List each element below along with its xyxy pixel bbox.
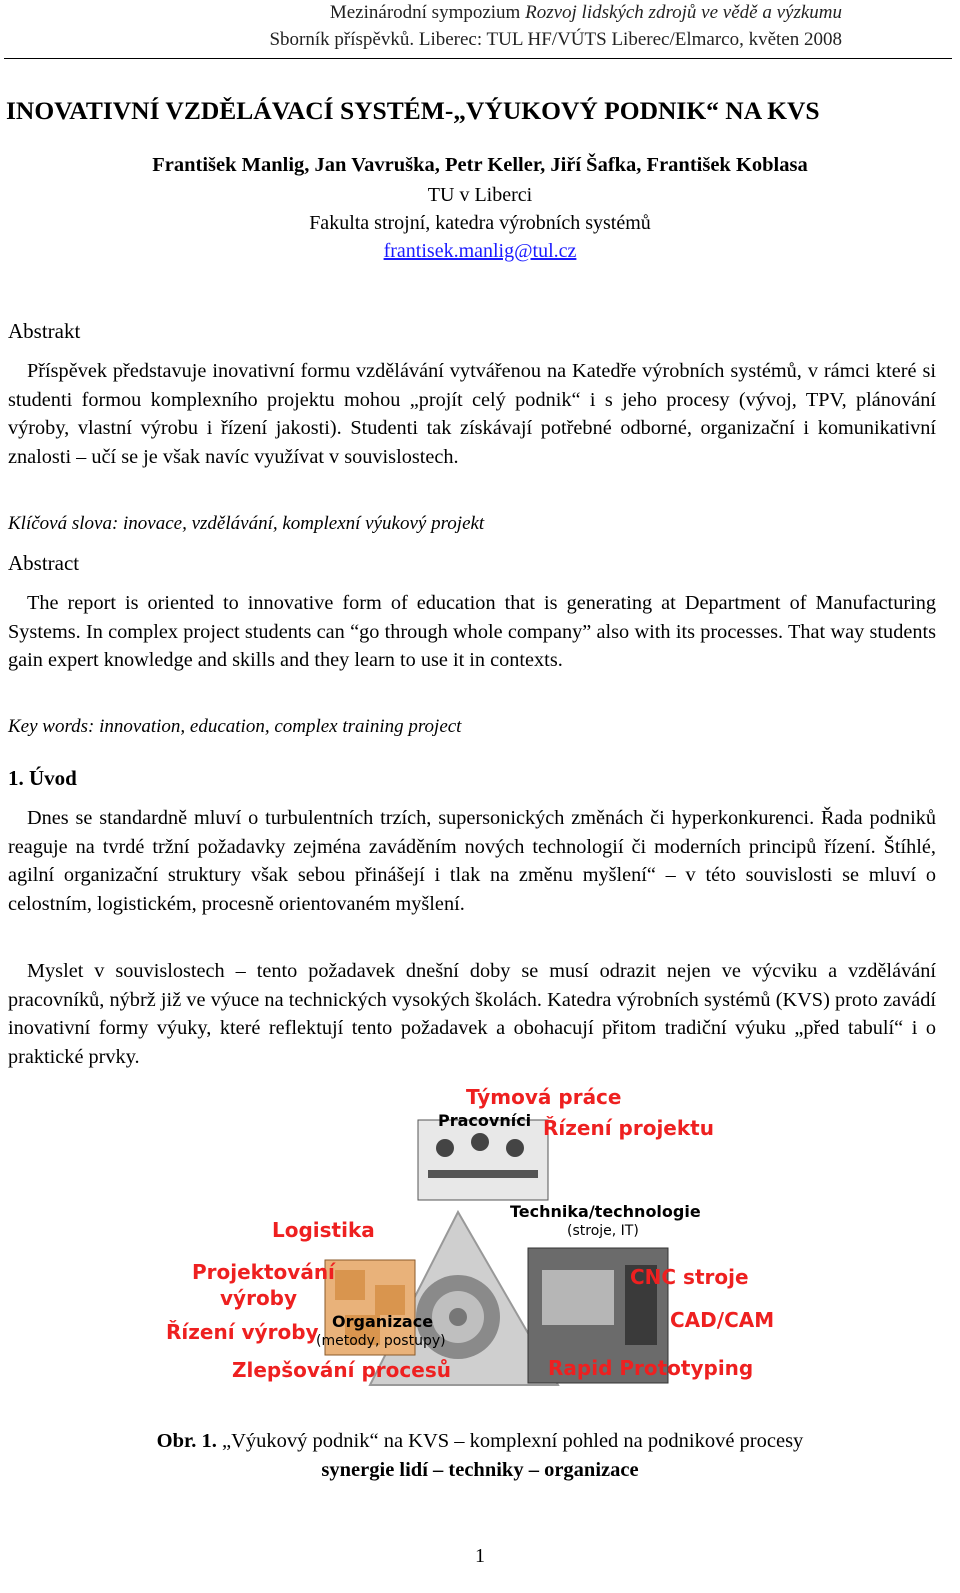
label-logistics: Logistika [272,1218,375,1242]
label-team-work: Týmová práce [466,1085,622,1109]
email-line [0,239,960,263]
label-cadcam: CAD/CAM [670,1308,775,1332]
label-workers: Pracovníci [438,1111,532,1130]
box-icon [335,1270,365,1300]
abstrakt-heading: Abstrakt [8,319,81,343]
label-production-planning: Projektování [192,1260,335,1284]
abstract-heading: Abstract [8,551,80,575]
figure-caption-line-2: synergie lidí – techniky – organizace [321,1459,639,1481]
section-1-paragraph-2: Myslet v souvislostech – tento požadavek dnešní doby se musí odrazit nejen ve výcviku a vzdělávání pracovníků, nýbrž již ve výuce na technických vysokých školách. Katedra výrobních systémů (KVS) proto zavádí inovativní formy výuky, které reflektují tento požadavek a obohacují přitom tradiční výuku „před tabulí“ i o praktické prvky. [8,960,936,1068]
section-1-paragraph-1: Dnes se standardně mluví o turbulentních trzích, supersonických změnách či hyperkonkurenci. Řada podniků reaguje na tvrdé tržní požadavky zejména zaváděním nových technologií či moderních principů řízení. Štíhlé, agilní organizační struktury však sebou přinášejí i tlak na změnu myšlení“ – v této souvislosti se mluví o celostním, logistickém, procesně orientovaném myšlení. [8,807,936,915]
faculty: Fakulta strojní, katedra výrobních systémů [309,212,651,234]
authors: František Manlig, Jan Vavruška, Petr Keller, Jiří Šafka, František Koblasa [152,154,808,176]
abstrakt-text: Příspěvek představuje inovativní formu vzdělávání vytvářenou na Katedře výrobních systémů, v rámci které si studenti formou komplexního projektu mohou „projít celý podnik“ i s jeho procesy (vývoj, TPV, plánování výroby, vlastní výrobu i řízení jakosti). Studenti tak získávají potřebné odborné, organizační i komunikativní znalosti – učí se je však navíc využívat v souvislostech. [8,360,936,468]
caption-label: Obr. 1. [156,1430,217,1452]
person-icon [436,1139,454,1157]
label-cnc: CNC stroje [630,1265,749,1289]
label-production-control: Řízení výroby [166,1320,319,1344]
label-project-mgmt: Řízení projektu [543,1116,714,1140]
table-icon [428,1170,538,1178]
gear-icon-hub [449,1308,467,1326]
section-1-heading: 1. Úvod [8,766,77,790]
label-process-improvement: Zlepšování procesů [232,1358,451,1382]
figure-caption-line-1: Obr. 1. „Výukový podnik“ na KVS – komplexní pohled na podnikové procesy [156,1430,804,1452]
box-icon [375,1285,405,1315]
figure-1 [160,1080,775,1405]
email-link[interactable]: frantisek.manlig@tul.cz [383,240,577,262]
machine-window-icon [542,1270,614,1325]
label-tech-sub: (stroje, IT) [567,1223,639,1239]
university: TU v Liberci [427,184,533,206]
label-organization-sub: (metody, postupy) [316,1333,446,1349]
header-line-2: Sborník příspěvků. Liberec: TUL HF/VÚTS Liberec/Elmarco, květen 2008 [269,29,842,50]
abstract-keywords: Key words: innovation, education, complex training project [8,716,462,737]
label-organization: Organizace [332,1312,434,1331]
page-number: 1 [475,1545,485,1567]
header-line-1: Mezinárodní sympozium Rozvoj lidských zdrojů ve vědě a výzkumu [329,2,842,23]
paper-title: INOVATIVNÍ VZDĚLÁVACÍ SYSTÉM-„VÝUKOVÝ PODNIK“ NA KVS [6,96,820,125]
label-rapid-prototyping: Rapid Prototyping [548,1356,754,1380]
abstract-text: The report is oriented to innovative form of education that is generating at Department of Manufacturing Systems. In complex project students can “go through whole company” also with its processes. That way students gain expert knowledge and skills and they learn to use it in contexts. [8,592,936,671]
header-rule [4,58,952,59]
workers-illustration [418,1120,548,1200]
label-tech: Technika/technologie [510,1202,701,1221]
label-production-planning-2: výroby [220,1286,298,1310]
person-icon [471,1133,489,1151]
symposium-name: Rozvoj lidských zdrojů ve vědě a výzkumu [525,2,842,23]
abstrakt-keywords: Klíčová slova: inovace, vzdělávání, komplexní výukový projekt [8,513,485,534]
person-icon [506,1139,524,1157]
